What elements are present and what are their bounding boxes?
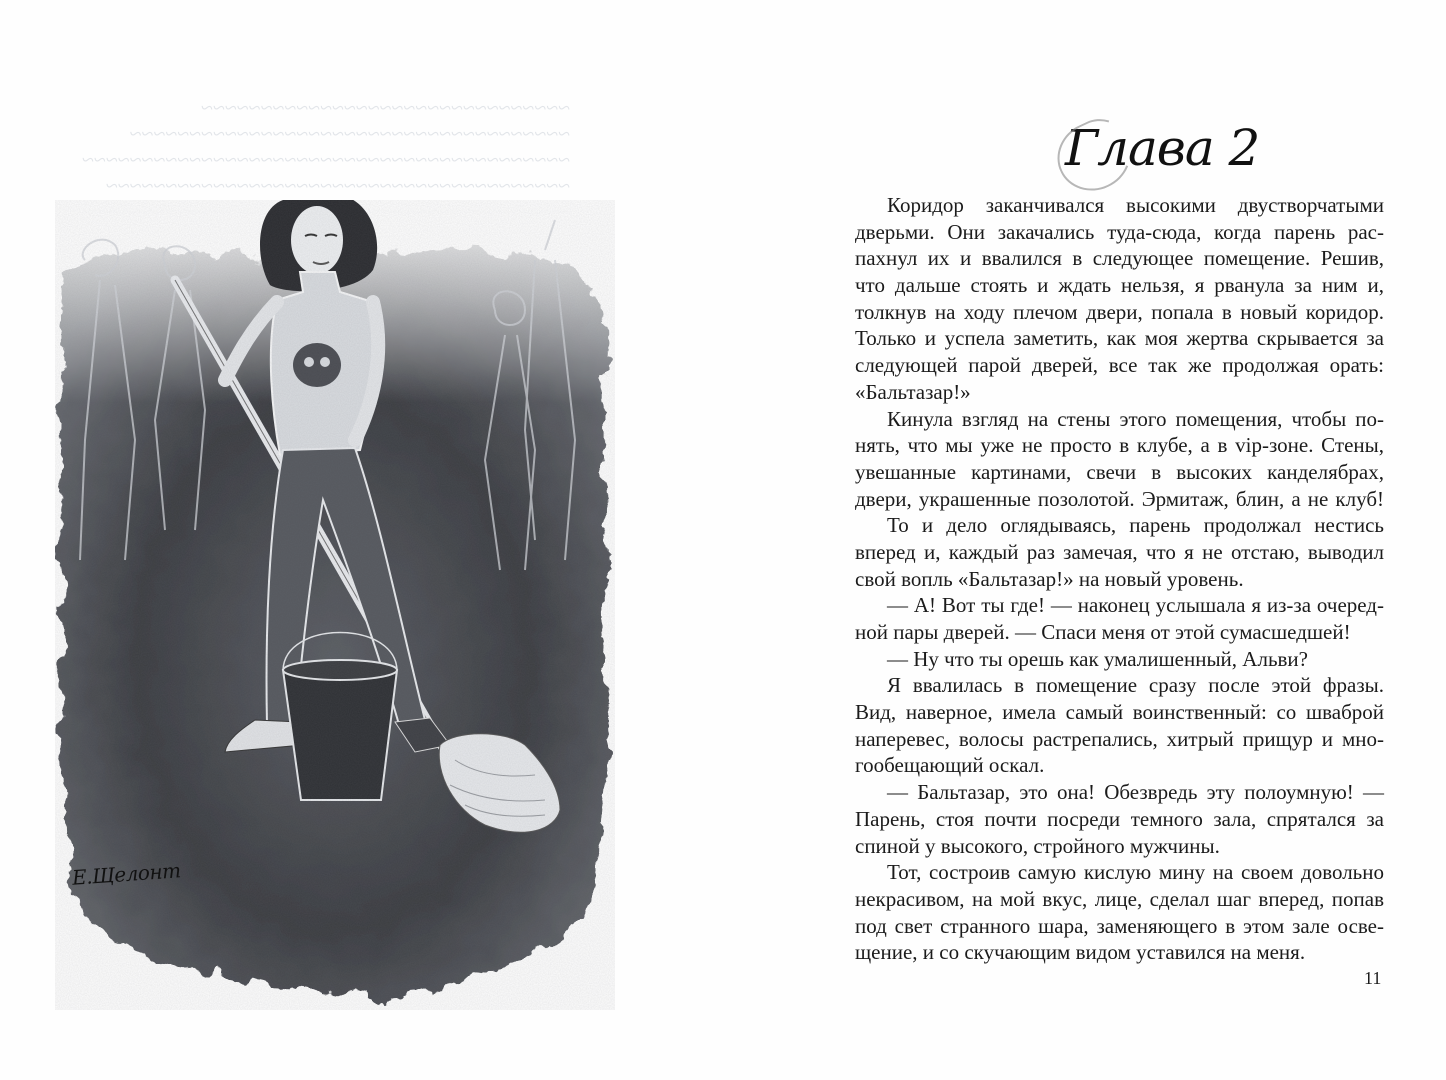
show-through-line: ~~~~~~~~~~~~~~~~~~~~~~~~~~~~~~~~~~~~~ [129,121,570,146]
text-line: Парень, стоя почти посреди темного зала, спрятался за [855,806,1384,831]
text-line: двери, украшенные позолотой. Эрмитаж, блин, а не клуб! [855,486,1384,511]
text-line: увешанные картинами, свечи в высоких канделябрах, [855,459,1384,484]
text-line: наперевес, волосы растрепались, хитрый прищур и мно- [855,726,1384,751]
chapter-illustration [55,200,615,1010]
text-line: под свет странного шара, заменяющего в этом зале осве- [855,913,1384,938]
text-line: — Бальтазар, это она! Обезвредь эту полоумную! — [887,780,1384,805]
text-line: Тот, состроив самую кислую мину на своем довольно [887,860,1384,885]
show-through-line: ~~~~~~~~~~~~~~~~~~~~~~~~~~~~~~~~~~~~~~~~~ [82,147,570,172]
text-line: щение, и со скучающим видом уставился на меня. [855,940,1306,965]
text-line: «Бальтазар!» [855,379,971,404]
text-line: Коридор заканчивался высокими двустворчатыми [887,193,1384,217]
text-line: ной пары дверей. — Спаси меня от этой сумасшедшей! [855,620,1351,644]
text-line: гообещающий оскал. [855,753,1045,778]
text-line: следующей парой дверей, все так же продолжая орать: [855,353,1384,378]
chapter-body-text [855,192,1384,966]
text-line: — А! Вот ты где! — наконец услышала я из-за очеред- [887,593,1384,618]
text-line: Вид, наверное, имела самый воинственный: со шваброй [855,700,1384,725]
text-line: — Ну что ты орешь как умалишенный, Альви? [887,646,1308,671]
text-line: спиной у высокого, стройного мужчины. [855,833,1220,858]
text-line: пахнул их и ввалился в следующее помещение. Решив, [855,246,1384,271]
text-line: нять, что мы уже не просто в клубе, а в vip-зоне. Стены, [855,433,1384,458]
illustration-woman-with-mop-image [55,200,615,1010]
show-through-line: ~~~~~~~~~~~~~~~~~~~~~~~~~~~~~~~~~~~~~~~ [105,173,570,198]
text-line: Только и успела заметить, как моя жертва скрывается за [855,326,1384,351]
show-through-line: ~~~~~~~~~~~~~~~~~~~~~~~~~~~~~~~ [201,95,570,120]
page-number: 11 [1364,968,1382,988]
text-line: что дальше стоять и ждать нельзя, я рванула за ним и, [855,273,1384,298]
chapter-title [1065,118,1259,178]
text-line: некрасивом, на мой вкус, лице, сделал шаг вперед, попав [855,886,1384,911]
text-line: вперед и, каждый раз замечая, что я не отстаю, выводил [855,539,1384,564]
text-line: свой вопль «Бальтазар!» на новый уровень. [855,566,1244,591]
text-line: дверьми. Они закачались туда-сюда, когда парень рас- [855,219,1384,244]
artist-signature: Е.Щелонт [71,858,182,890]
text-line: То и дело оглядываясь, парень продолжал нестись [887,513,1384,538]
chapter-title-text: Глава 2 [1065,119,1260,177]
text-line: толкнув на ходу плечом двери, попала в новый коридор. [855,299,1384,324]
text-line: Кинула взгляд на стены этого помещения, чтобы по- [887,406,1384,431]
text-line: Я ввалилась в помещение сразу после этой фразы. [887,673,1384,698]
